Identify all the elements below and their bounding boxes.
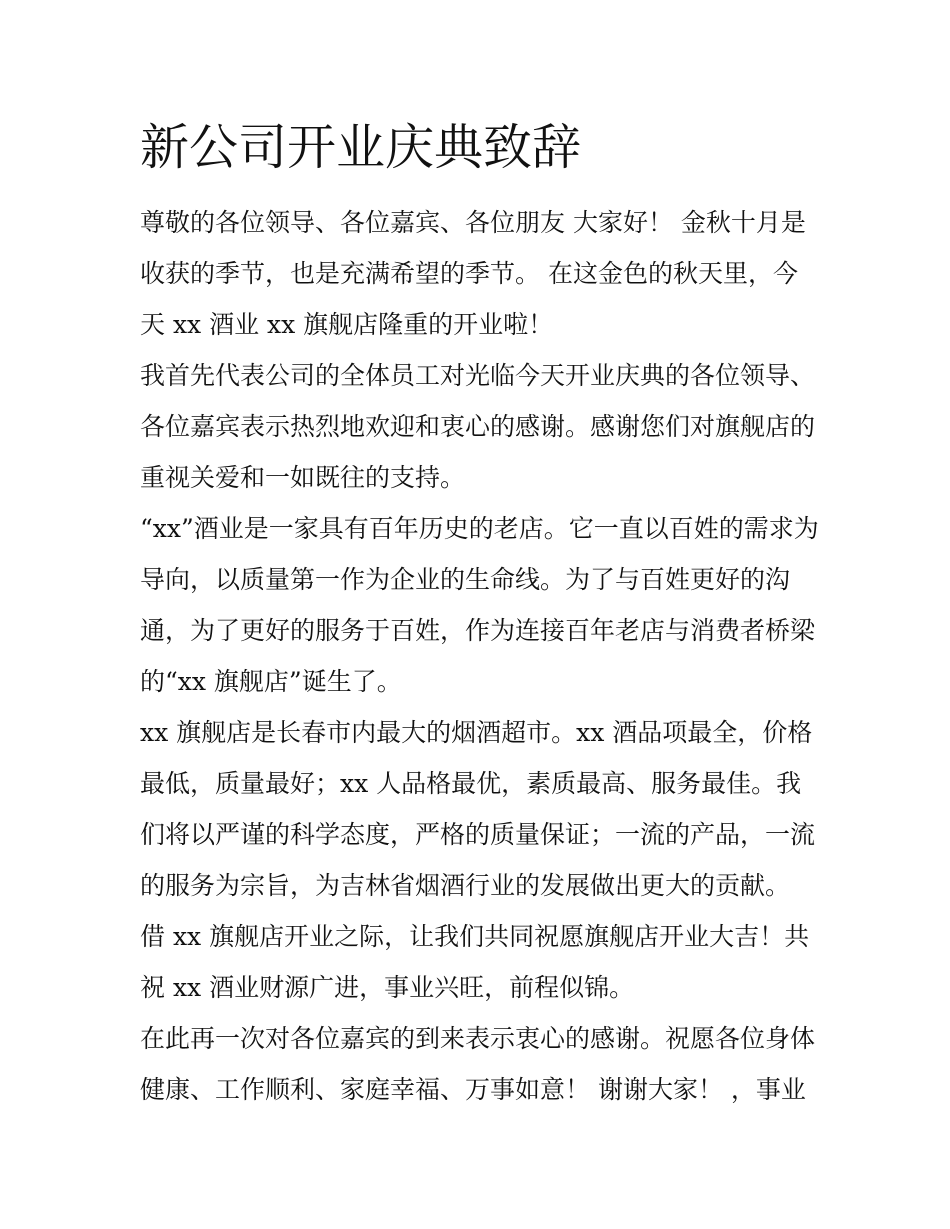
paragraph-line: 的服务为宗旨，为吉林省烟酒行业的发展做出更大的贡献。	[140, 871, 791, 900]
paragraph-line: 通，为了更好的服务于百姓，作为连接百年老店与消费者桥梁	[140, 616, 816, 645]
paragraph-line: 们将以严谨的科学态度，严格的质量保证；一流的产品，一流	[140, 820, 816, 849]
paragraph-store-intro	[140, 707, 820, 911]
paragraph-line: “xx”酒业是一家具有百年历史的老店。它一直以百姓的需求为	[140, 514, 819, 543]
paragraph-line: xx 旗舰店是长春市内最大的烟酒超市。xx 酒品项最全，价格	[140, 718, 813, 747]
paragraph-greeting	[140, 197, 820, 350]
paragraph-line: 健康、工作顺利、家庭幸福、万事如意！ 谢谢大家！ ，事业	[140, 1075, 806, 1104]
paragraph-line: 在此再一次对各位嘉宾的到来表示衷心的感谢。祝愿各位身体	[140, 1024, 816, 1053]
paragraph-line: 的“xx 旗舰店”诞生了。	[140, 667, 402, 696]
paragraph-line: 借 xx 旗舰店开业之际，让我们共同祝愿旗舰店开业大吉！共	[140, 922, 810, 951]
paragraph-line: 重视关爱和一如既往的支持。	[140, 463, 466, 492]
paragraph-closing	[140, 1013, 820, 1115]
paragraph-line: 收获的季节，也是充满希望的季节。 在这金色的秋天里，今	[140, 259, 798, 288]
paragraph-line: 导向，以质量第一作为企业的生命线。为了与百姓更好的沟	[140, 565, 791, 594]
paragraph-history	[140, 503, 820, 707]
paragraph-line: 最低，质量最好；xx 人品格最优，素质最高、服务最佳。我	[140, 769, 802, 798]
document-title: 新公司开业庆典致辞	[140, 119, 582, 176]
paragraph-line: 祝 xx 酒业财源广进，事业兴旺，前程似锦。	[140, 973, 635, 1002]
paragraph-line: 天 xx 酒业 xx 旗舰店隆重的开业啦！	[140, 310, 554, 339]
paragraph-wishes	[140, 911, 820, 1013]
paragraph-welcome	[140, 350, 820, 503]
paragraph-line: 各位嘉宾表示热烈地欢迎和衷心的感谢。感谢您们对旗舰店的	[140, 412, 816, 441]
paragraph-line: 我首先代表公司的全体员工对光临今天开业庆典的各位领导、	[140, 361, 816, 390]
paragraph-line: 尊敬的各位领导、各位嘉宾、各位朋友 大家好！ 金秋十月是	[140, 208, 806, 237]
document-body	[140, 197, 820, 1115]
